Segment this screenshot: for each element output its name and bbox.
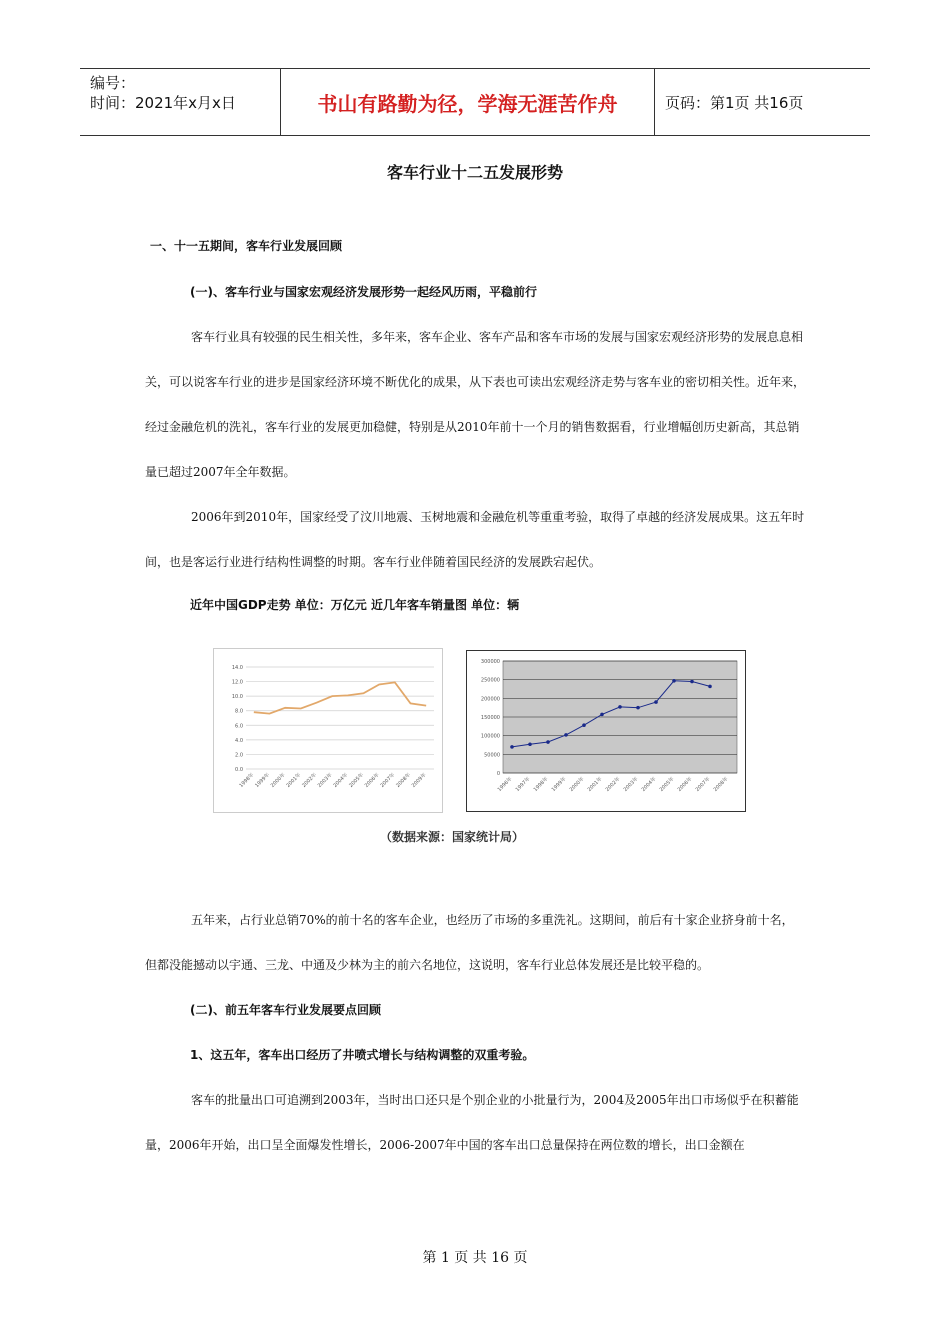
x-tick-label: 1999年 <box>550 776 568 793</box>
x-tick-label: 2002年 <box>604 776 622 793</box>
x-tick-label: 1996年 <box>496 776 514 793</box>
chart-caption: 近年中国GDP走势 单位：万亿元 近几年客车销量图 单位：辆 <box>190 598 520 612</box>
y-tick-label: 12.0 <box>231 679 243 686</box>
x-tick-label: 2001年 <box>586 776 604 793</box>
x-tick-label: 1998年 <box>238 772 256 789</box>
x-tick-label: 2008年 <box>395 772 412 789</box>
data-point <box>600 713 604 717</box>
y-tick-label: 0 <box>496 771 500 777</box>
sales-chart <box>466 650 746 812</box>
y-tick-label: 100000 <box>480 733 500 740</box>
header-page-info: 页码：第1页 共16页 <box>665 93 804 112</box>
x-tick-label: 1997年 <box>514 776 532 793</box>
y-tick-label: 2.0 <box>235 752 243 759</box>
data-point <box>672 679 676 683</box>
data-point <box>618 705 622 709</box>
doc-title: 客车行业十二五发展形势 <box>386 163 563 182</box>
x-tick-label: 2007年 <box>694 776 712 793</box>
gdp-chart <box>213 648 443 813</box>
sub-heading-2: (二)、前五年客车行业发展要点回顾 <box>190 1003 381 1017</box>
x-tick-label: 1999年 <box>254 772 271 789</box>
time-label: 时间：2021年x月x日 <box>90 94 236 112</box>
paragraph-1: 客车行业具有较强的民生相关性，多年来，客车企业、客车产品和客车市场的发展与国家宏观经济形势的发展息息相关，可以说客车行业的进步是国家经济环境不断优化的成果，从下表也可读出宏观经济走势与客车业的密切相关性。近年来，经过金融危机的洗礼，客车行业的发展更加稳健，特别是从2010年前十一个月的销售数据看，行业增幅创历史新高，其总销量已超过2007年全年数据。 <box>145 330 806 479</box>
y-tick-label: 250000 <box>480 677 500 684</box>
x-tick-label: 2008年 <box>712 776 730 793</box>
data-point <box>690 680 694 684</box>
x-tick-label: 2006年 <box>676 776 694 793</box>
y-tick-label: 150000 <box>480 715 500 721</box>
data-point <box>546 740 550 744</box>
paragraph-3: 五年来，占行业总销70%的前十名的客车企业，也经历了市场的多重洗礼。这期间，前后有十家企业挤身前十名，但都没能撼动以宇通、三龙、中通及少林为主的前六名地位，这说明，客车行业总体发展还是比较平稳的。 <box>145 913 794 972</box>
x-tick-label: 2005年 <box>658 776 676 793</box>
x-tick-label: 2007年 <box>379 772 397 789</box>
y-tick-label: 14.0 <box>231 665 243 671</box>
x-tick-label: 2004年 <box>332 772 350 789</box>
x-tick-label: 2000年 <box>568 776 586 793</box>
y-tick-label: 8.0 <box>235 708 243 715</box>
x-tick-label: 1998年 <box>532 776 550 793</box>
data-point <box>528 742 532 746</box>
data-point <box>582 723 586 727</box>
sales-chart-svg <box>467 651 745 811</box>
x-tick-label: 2001年 <box>285 772 303 789</box>
x-tick-label: 2009年 <box>410 772 428 789</box>
x-tick-label: 2003年 <box>622 776 640 793</box>
y-tick-label: 0.0 <box>235 767 243 773</box>
gdp-chart-svg <box>214 649 442 812</box>
y-tick-label: 200000 <box>480 696 500 703</box>
number-label: 编号： <box>90 74 136 92</box>
sub-heading-2-1: 1、这五年，客车出口经历了井喷式增长与结构调整的双重考验。 <box>190 1048 535 1062</box>
page-header <box>80 68 870 136</box>
paragraph-2: 2006年到2010年，国家经受了汶川地震、玉树地震和金融危机等重重考验，取得了卓越的经济发展成果。这五年时间，也是客运行业进行结构性调整的时期。客车行业伴随着国民经济的发展跌宕起伏。 <box>145 510 805 569</box>
y-tick-label: 10.0 <box>231 694 243 701</box>
x-tick-label: 2005年 <box>348 772 365 789</box>
y-tick-label: 4.0 <box>235 737 243 744</box>
header-motto: 书山有路勤为径，学海无涯苦作舟 <box>281 69 655 135</box>
sub-heading-1: (一)、客车行业与国家宏观经济发展形势一起经风历雨，平稳前行 <box>190 285 537 299</box>
data-point <box>654 700 658 704</box>
x-tick-label: 2006年 <box>363 772 381 789</box>
y-tick-label: 300000 <box>480 659 500 665</box>
header-meta <box>80 69 281 135</box>
x-tick-label: 2004年 <box>640 776 658 793</box>
data-point <box>708 685 712 689</box>
x-tick-label: 2003年 <box>316 772 334 789</box>
series-line <box>254 682 426 713</box>
data-point <box>636 706 640 710</box>
section-heading-1: 一、十一五期间，客车行业发展回顾 <box>150 239 343 253</box>
x-tick-label: 2002年 <box>301 772 318 789</box>
data-point <box>564 733 568 737</box>
y-tick-label: 6.0 <box>235 723 243 730</box>
page-footer: 第 1 页 共 16 页 <box>422 1250 528 1266</box>
paragraph-4: 客车的批量出口可追溯到2003年，当时出口还只是个别企业的小批量行为，2004及2005年出口市场似乎在积蓄能量，2006年开始，出口呈全面爆发性增长，2006-2007年中国的客车出口总量保持在两位数的增长，出口金额在 <box>145 1093 799 1152</box>
x-tick-label: 2000年 <box>269 772 287 789</box>
y-tick-label: 50000 <box>484 752 500 759</box>
data-point <box>510 745 514 749</box>
data-source: （数据来源：国家统计局） <box>380 830 525 844</box>
